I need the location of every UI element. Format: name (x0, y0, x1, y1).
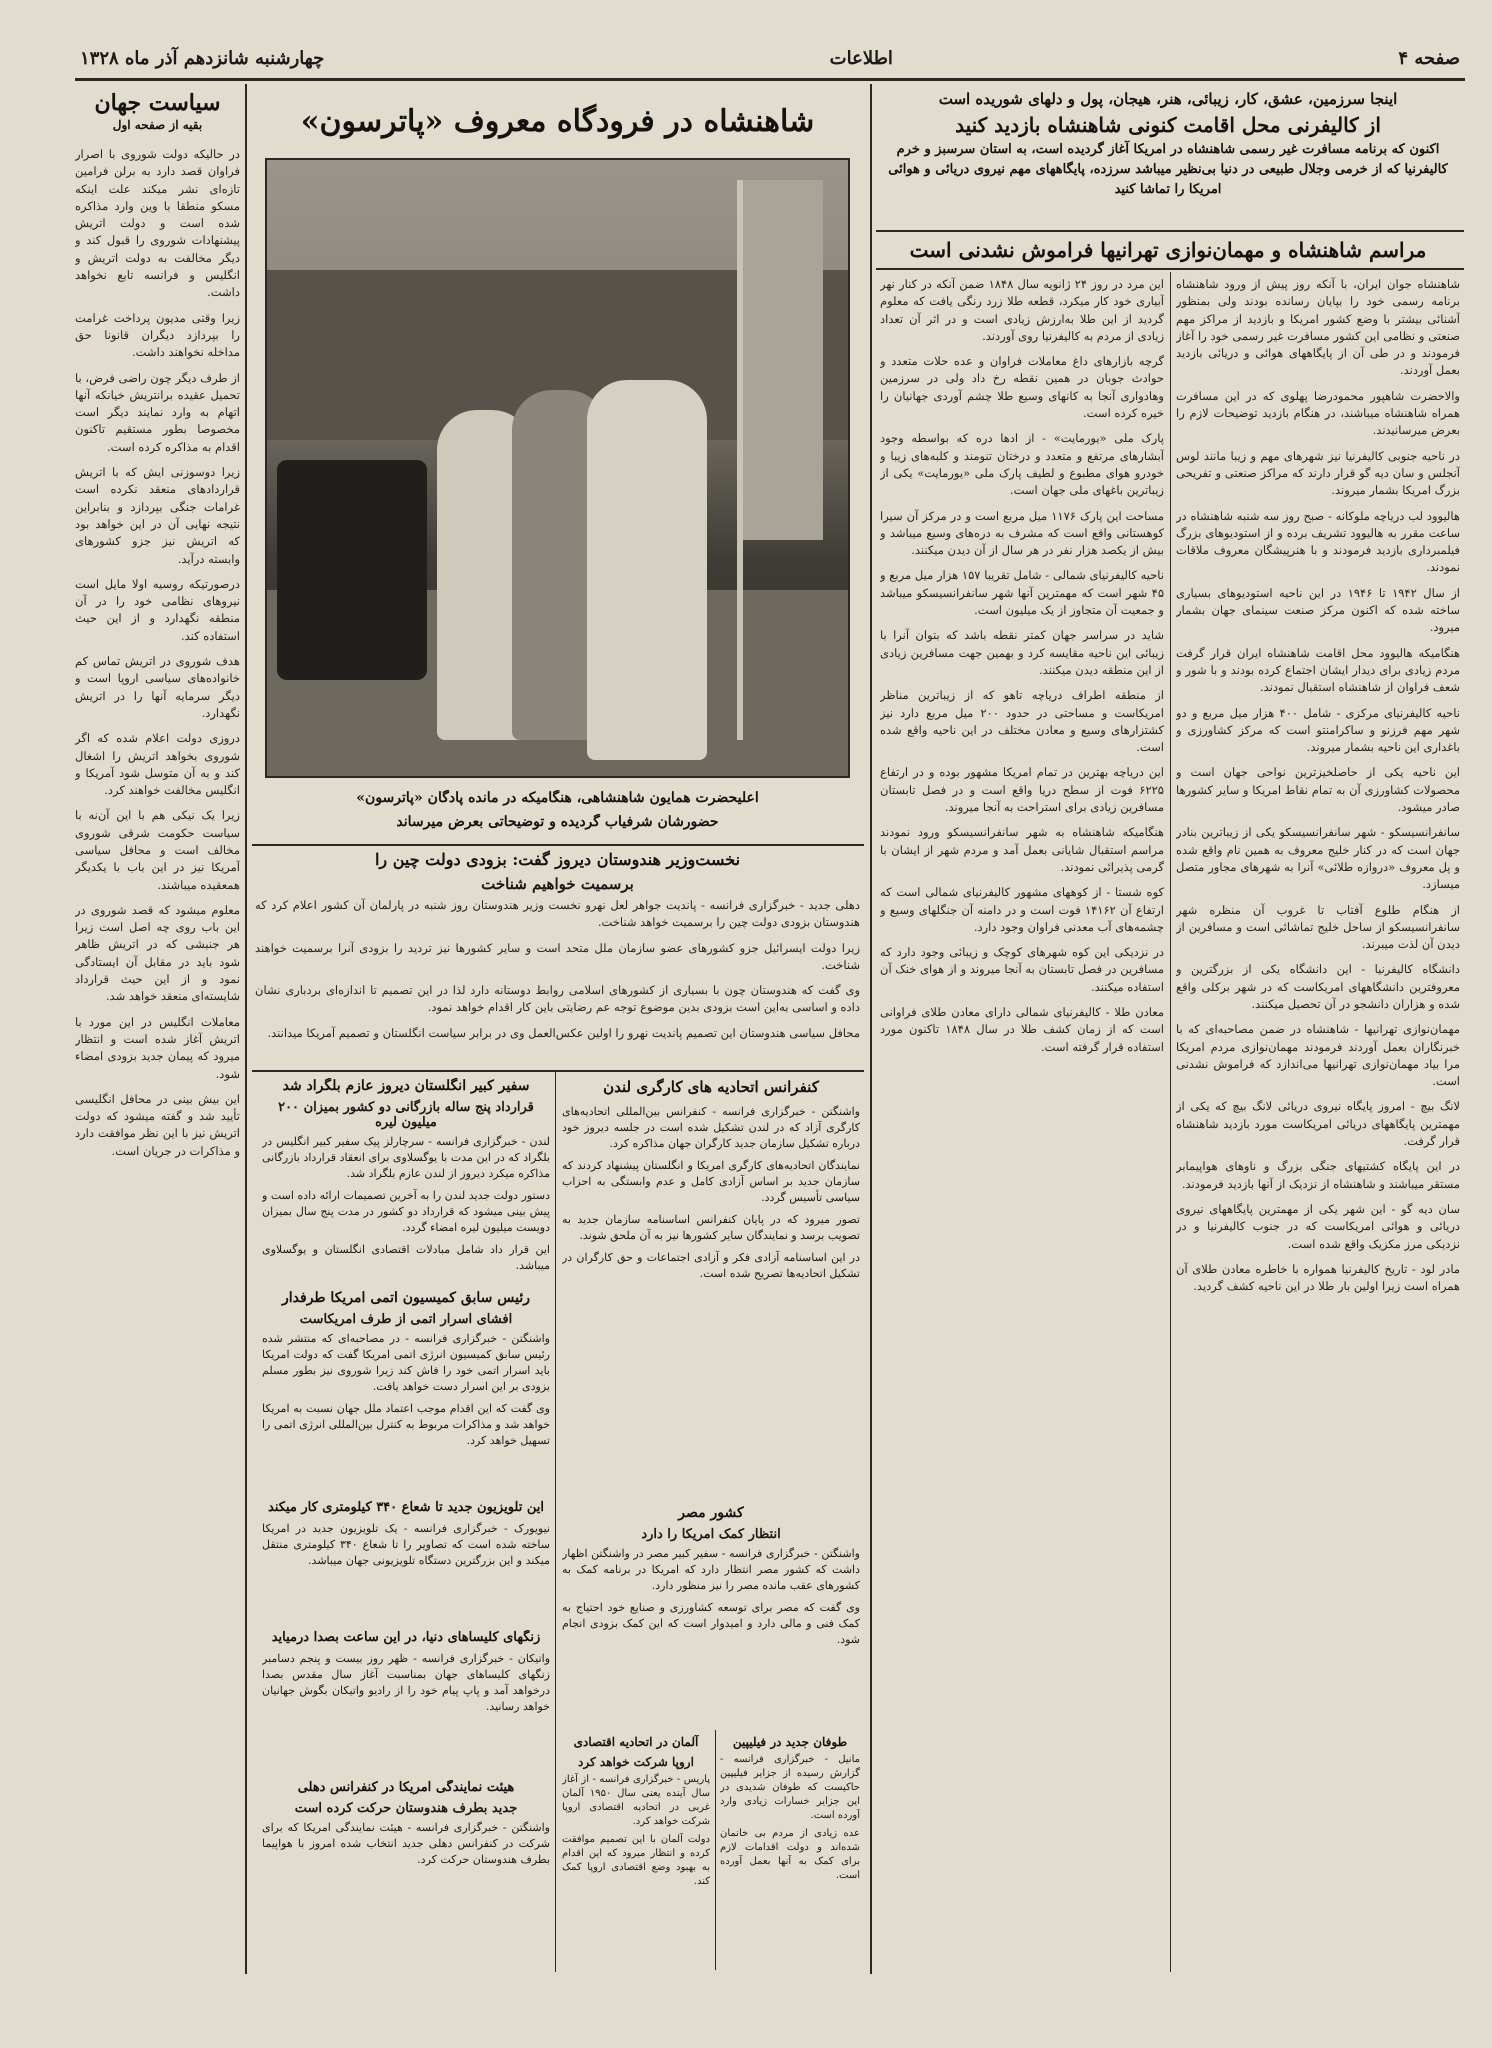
india-subheadline: برسمیت خواهیم شناخت (481, 875, 634, 893)
germany-headline: آلمان در اتحادیه اقتصادی (573, 1735, 699, 1749)
paragraph: زیرا وقتی مدیون پرداخت غرامت را بپردازد دیگران قانونا حق مداخله نخواهند داشت. (75, 310, 240, 360)
atomic-headline: رئیس سابق کمیسیون اتمی امریکا طرفدار (282, 1290, 530, 1306)
labor-story (562, 1078, 860, 1498)
paragraph: سانفرانسیسکو - شهر سانفرانسیسکو یکی از زیباترین بنادر جهان است که در کنار خلیج معروف به همین نام واقع شده و پل معروف «دروازه طلائی» آنرا به شهرهای مجاور متصل میسازد. (1176, 825, 1460, 892)
right-inner-rule (1170, 272, 1171, 1972)
masthead-rule (75, 78, 1465, 81)
california-deck: اکنون که برنامه مسافرت غیر رسمی شاهنشاه در امریکا آغاز گردیده است، به استان سرسبز و خرم کالیفرنیا که از خرمی وجلال طبیعی در دنیا بی‌نظیر میباشد سرزده، پایگاههای مهم نیروی دریائی و هوائی امریکا را تماشا کنید (888, 142, 1448, 197)
photo-rule (252, 844, 864, 846)
paragraph: در این پایگاه کشتیهای جنگی بزرگ و ناوهای هواپیمابر مستقر میباشند و شاهنشاه از نزدیک از آنها بازدید فرمودند. (1176, 1159, 1460, 1191)
world-politics-title: سیاست جهان (94, 90, 221, 116)
lower-middle-rule (555, 1072, 556, 1972)
california-column-right (1176, 276, 1460, 1970)
photo-caption-line2: حضورشان شرفیاب گردیده و توضیحاتی بعرض میرساند (396, 814, 719, 830)
paragraph: از هنگام طلوع آفتاب تا غروب آن منظره شهر سانفرانسیسکو از ساحل خلیج تماشائی است و مسافرین از دیدن آن لذت میبرند. (1176, 902, 1460, 952)
paragraph: این قرار داد شامل مبادلات اقتصادی انگلستان و یوگسلاوی میباشد. (262, 1243, 550, 1272)
page-number: صفحه ۴ (1398, 47, 1460, 69)
india-body (255, 897, 860, 1050)
paragraph: دولت آلمان با این تصمیم موافقت کرده و انتظار میرود که این اقدام به بهبود وضع اقتصادی اروپا کمک کند. (562, 1834, 710, 1887)
paragraph: ناحیه کالیفرنیای مرکزی - شامل ۴۰۰ هزار میل مربع و دو شهر مهم فرزنو و ساکرامنتو است که مرکز کشاورزی و باغداری این ناحیه بشمار میروند. (1176, 705, 1460, 755)
paragraph: این بیش بینی در محافل انگلیسی تأیید شد و گفته میشود که دولت اتریش نیز با این نظر موافقت دارد و مذاکرات در جریان است. (75, 1091, 240, 1158)
india-headline: نخست‌وزیر هندوستان دیروز گفت: بزودی دولت چین را (374, 850, 741, 869)
bells-story (262, 1630, 550, 1770)
paragraph: لانگ بیچ - امروز پایگاه نیروی دریائی لانگ بیچ که یکی از مهمترین پایگاههای دریائی امریکاست مورد بازدید شاهنشاه قرار گرفت. (1176, 1099, 1460, 1149)
california-headline-2: از کالیفرنی محل اقامت کنونی شاهنشاه بازدید کنید (955, 113, 1381, 137)
egypt-subheadline: انتظار کمک امریکا را دارد (641, 1527, 781, 1542)
paragraph: هنگامیکه شاهنشاه به شهر سانفرانسیسکو ورود نمودند مراسم استقبال شایانی بعمل آمد و مردم شهر از ایشان با گرمی پذیرائی نمودند. (880, 825, 1164, 874)
issue-date: چهارشنبه شانزدهم آذر ماه ۱۳۲۸ (80, 47, 325, 69)
germany-subheadline: اروپا شرکت خواهد کرد (578, 1755, 694, 1769)
news-photo (265, 158, 850, 778)
paragraph: لندن - خبرگزاری فرانسه - سرچارلز پیک سفیر کبیر انگلیس در بلگراد که در این مدت با یوگسلاوی برای انعقاد قرارداد بازرگانی مذاکره میکرد دیروز از لندن عازم بلگراد شد. (262, 1135, 550, 1180)
trade-story (262, 1078, 550, 1278)
paragraph: واشنگتن - خبرگزاری فرانسه - سفیر کبیر مصر در واشنگتن اظهار داشت که کشور مصر انتظار دارد که امریکا در برنامه کمک به کشورهای عقب مانده مصر را نیز منظور دارد. (562, 1547, 860, 1592)
delegation-subheadline: جدید بطرف هندوستان حرکت کرده است (294, 1801, 518, 1816)
paragraph: معادن طلا - کالیفرنیای شمالی دارای معادن طلای فراوانی است که از زمان کشف طلا در سال ۱۸۴۸ تاکنون مورد استفاده قرار گرفته است. (880, 1004, 1164, 1054)
paragraph: شاهنشاه جوان ایران، با آنکه روز پیش از ورود شاهنشاه برنامه رسمی خود را بپایان رسانده بودند ولی بمنظور آشنائی بیشتر با وضع کشور امریکا و بازدید از مراکز مهم صنعتی و نظامی این کشور مسافرت غیر رسمی خود را آغاز فرمودند و در طی آن از پایگاههای هوائی و دریائی بازدید بعمل آوردند. (1176, 277, 1460, 378)
paragraph: در این اساسنامه آزادی فکر و آزادی اجتماعات و حق کارگران در تشکیل اتحادیه‌ها تصریح شده است. (562, 1251, 860, 1280)
paragraph: این ناحیه یکی از حاصلخیزترین نواحی جهان است و محصولات کشاورزی آن به تمام نقاط امریکا و سایر کشورها صادر میشود. (1176, 765, 1460, 815)
paragraph: پارک ملی «یورمایت» - از ادها دره که بواسطه وجود آبشارهای مرتفع و متعدد و درختان تنومند و کلبه‌های زیبا و خودرو هوای مطبوع و لطیف پارک ملی «یورمایت» یکی از زیباترین باغهای ملی جهان است. (880, 431, 1164, 498)
germany-story (562, 1735, 710, 1970)
labor-headline: کنفرانس اتحادیه های کارگری لندن (603, 1078, 819, 1096)
paragraph: معاملات انگلیس در این مورد با اتریش آغاز شده است و انتظار میرود که پیمان جدید بزودی امضاء شود. (75, 1014, 240, 1081)
california-banner: مراسم شاهنشاه و مهمان‌نوازی تهرانیها فراموش نشدنی است (909, 238, 1427, 262)
california-headline-1: اینجا سرزمین، عشق، کار، زیبائی، هنر، هیجان، پول و دلهای شوریده است (938, 90, 1398, 108)
paragraph: این مرد در روز ۲۴ ژانویه سال ۱۸۴۸ ضمن آنکه در کنار نهر آبیاری خود کار میکرد، قطعه طلا زرد رنگی یافت که معلوم گردید از این طلا به‌ارزش زیادی است و در اثر آن تعداد زیادی از مردم به کالیفرنیا روی آوردند. (880, 277, 1164, 343)
philippines-story (720, 1735, 860, 1970)
paragraph: این دریاچه بهترین در تمام امریکا مشهور بوده و در ارتفاع ۶۲۲۵ فوت از سطح دریا واقع است و در فصل تابستان مسافرین زیادی برای استراحت به آنجا میروند. (880, 765, 1164, 815)
paragraph: در نزدیکی این کوه شهرهای کوچک و زیبائی وجود دارد که مسافرین در فصل تابستان به آنجا میروند و از هوای خنک آن استفاده میکنند. (880, 945, 1164, 994)
paragraph: کوه شستا - از کوههای مشهور کالیفرنیای شمالی است که ارتفاع آن ۱۴۱۶۲ فوت است و در دامنه آن جنگلهای وسیع و چشمه‌های آب معدنی فراوان وجود دارد. (880, 885, 1164, 934)
india-story (255, 850, 860, 1065)
california-headlines (878, 88, 1458, 228)
paragraph: مانیل - خبرگزاری فرانسه - گزارش رسیده از جزایر فیلیپین حاکیست که طوفان شدیدی در این جزایر خسارات زیادی وارد آورده است. (720, 1754, 860, 1821)
california-column-left (880, 276, 1164, 1970)
column-rule-left (245, 84, 247, 1974)
paragraph: تصور میرود که در پایان کنفرانس اساسنامه سازمان جدید به تصویب برسد و نمایندگان سایر کشورها نیز به آن ملحق شوند. (562, 1213, 860, 1242)
photo-headline: شاهنشاه در فرودگاه معروف «پاترسون» (300, 104, 815, 139)
banner-top-rule (876, 230, 1464, 232)
world-politics-column (75, 90, 240, 1970)
world-politics-subtitle: بقیه از صفحه اول (112, 118, 203, 132)
paragraph: وی گفت که این اقدام موجب اعتماد ملل جهان نسبت به امریکا خواهد شد و مذاکرات مربوط به کنترل بین‌المللی انرژی اتمی را تسهیل خواهد کرد. (262, 1402, 550, 1447)
paragraph: از منطقه اطراف دریاچه تاهو که از زیباترین مناظر امریکاست و مساحتی در حدود ۲۰۰ میل مربع دارد نیز کشتزارهای وسیع و معادن مختلف در این ناحیه واقع شده است. (880, 688, 1164, 755)
paragraph: از طرف دیگر چون راضی فرض، با تحمیل عقیده برانتریش خیانکه آنها اتهام به وارد نمایند دیگر است مخصوصا بطور مستقیم تاکنون اقدام به مذاکره کرده است. (75, 370, 240, 454)
paragraph: زیرا یک نیکی هم با این آن‌نه با سیاست حکومت شرقی شوروی مخالف است و محافل سیاسی آمریکا نیز در این باب با یکدیگر همعقیده میباشند. (75, 808, 240, 892)
delegation-story (262, 1780, 550, 1970)
paragraph: هدف شوروی در اتریش تماس کم خانواده‌های سیاسی اروپا است و دیگر سرمایه آنها را در اتریش نگهدارد. (75, 654, 240, 720)
paragraph: ناحیه کالیفرنیای شمالی - شامل تقریبا ۱۵۷ هزار میل مربع و ۴۵ شهر است که مهمترین آنها شهر سانفرانسیسکو میباشد و جمعیت آن متجاوز از یک میلیون است. (880, 568, 1164, 618)
paragraph: واتیکان - خبرگزاری فرانسه - ظهر روز بیست و پنجم دسامبر زنگهای کلیساهای جهان بمناسبت آغاز سال مقدس بصدا درخواهد آمد و پاپ پیام خود را از رادیو واتیکان بگوش جهانیان خواهد رسانید. (262, 1652, 550, 1713)
paragraph: در ناحیه جنوبی کالیفرنیا نیز شهرهای مهم و زیبا مانند لوس آنجلس و سان دیه گو قرار دارند که مراکز صنعتی و تفریحی بزرگ امریکا بشمار میروند. (1176, 448, 1460, 498)
lower-split-rule (715, 1730, 716, 1970)
paragraph: وی گفت که هندوستان چون با بسیاری از کشورهای اسلامی روابط دوستانه دارد لذا در این تصمیم تا اندازه‌ای بردباری نشان داده و اساسی به‌این است بزودی بدین موضوع توجه عم رضایتی باین کار اقدام خواهد نمود. (255, 983, 860, 1015)
photo-officer-right (587, 380, 707, 760)
philippines-headline: طوفان جدید در فیلیپین (732, 1735, 848, 1749)
paragraph: سان دیه گو - این شهر یکی از مهمترین پایگاههای نیروی دریائی و هوائی امریکاست که در جنوب کالیفرنیا و در نزدیکی مرز مکزیک واقع شده است. (1176, 1201, 1460, 1251)
paragraph: گرچه بازارهای داغ معاملات فراوان و عده حلات متعدد و حوادث جوبان در همین نقطه رخ داد ولی در سرزمین وهادواری آنجا به کانهای وسیع طلا چشم آوردی جهانیان را خیره کرده است. (880, 354, 1164, 421)
paragraph: دروزی دولت اعلام شده که اگر شوروی بخواهد اتریش را اشغال کند و به آن متوسل شود آمریکا و انگلیس مخالفت خواهند کرد. (75, 731, 240, 798)
paragraph: مهمان‌نوازی تهرانیها - شاهنشاه در ضمن مصاحبه‌ای که با خبرنگاران بعمل آوردند فرمودند مهمان‌نوازی مردم امریکا مرا بیاد مهمان‌نوازی تهرانیها می‌اندازد که فراموش نشدنی است. (1176, 1022, 1460, 1089)
paragraph: واشنگتن - خبرگزاری فرانسه - هیئت نمایندگی امریکا که برای شرکت در کنفرانس دهلی جدید انتخاب شده امروز با هواپیما بطرف هندوستان حرکت کرد. (262, 1821, 550, 1866)
newspaper-name: اطلاعات (829, 47, 893, 69)
paragraph: وی گفت که مصر برای توسعه کشاورزی و صنایع خود احتیاج به کمک فنی و مالی دارد و امیدوار است که این کمک بزودی انجام شود. (562, 1601, 860, 1646)
masthead (80, 44, 1460, 72)
tv-story (262, 1500, 550, 1620)
delegation-headline: هیئت نمایندگی امریکا در کنفرانس دهلی (297, 1780, 515, 1795)
paragraph: والاحضرت شاهپور محمودرضا پهلوی که در این مسافرت همراه شاهنشاه میباشند، در هنگام بازدید توضیحات لازم را بعرض میرسانیدند. (1176, 388, 1460, 438)
paragraph: هنگامیکه هالیوود محل اقامت شاهنشاه ایران قرار گرفت مردم زیادی برای دیدار ایشان اجتماع کرده بودند و با شور و شعف فراوان از شاهنشاه استقبال نمودند. (1176, 645, 1460, 695)
paragraph: نمایندگان اتحادیه‌های کارگری امریکا و انگلستان پیشنهاد کردند که سازمان جدید بر اساس آزادی کامل و عدم وابستگی به احزاب سیاسی تأسیس گردد. (562, 1159, 860, 1204)
atomic-subheadline: افشای اسرار اتمی از طرف امریکاست (299, 1312, 513, 1327)
paragraph: عده زیادی از مردم بی خانمان شده‌اند و دولت اقدامات لازم برای کمک به آنها بعمل آورده است. (720, 1828, 860, 1881)
tv-headline: این تلویزیون جدید تا شعاع ۳۴۰ کیلومتری کار میکند (268, 1500, 544, 1515)
paragraph: درصورتیکه روسیه اولا مایل است نیروهای نظامی خود را در آن منطقه نگهدارد و از این حیث استفاده کند. (75, 576, 240, 643)
paragraph: مادر لود - تاریخ کالیفرنیا همواره با خاطره معادن طلای آن همراه است زیرا اولین بار طلا در این ناحیه کشف گردید. (1176, 1261, 1460, 1294)
paragraph: محافل سیاسی هندوستان این تصمیم پاندیت نهرو را اولین عکس‌العمل وی در برابر سیاست انگلستان و تصمیم آمریکا میدانند. (267, 1025, 860, 1040)
paragraph: در حالیکه دولت شوروی با اصرار فراوان قصد دارد به برلن فرامین تازه‌ای نشر میکند علت اینکه مسکو منطقا با وین وارد مذاکره شده است و دولت اتریش پیشنهادات شوروی را قبول کند و دیگر مخالفت به دولت اتریش و انگلیس و فرانسه تابع نخواهد داشت. (75, 147, 240, 300)
trade-headline: سفیر کبیر انگلستان دیروز عازم بلگراد شد (282, 1078, 530, 1094)
column-rule-right (870, 84, 872, 1974)
paragraph: دهلی جدید - خبرگزاری فرانسه - پاندیت جواهر لعل نهرو نخست وزیر هندوستان روز شنبه در پارلمان آن کشور اعلام کرد که هندوستان بزودی دولت چین را برسمیت خواهد شناخت. (255, 898, 860, 930)
atomic-story (262, 1290, 550, 1490)
paragraph: معلوم میشود که قصد شوروی در این باب روی چه اصل است زیرا هر جنبشی که در اتریش ظاهر شود باید در مقابل آن ایستادگی نمود و از این حیث قرارداد شایسته‌ای منعقد خواهد شد. (75, 902, 240, 1004)
egypt-story (562, 1505, 860, 1725)
photo-flag (743, 180, 823, 540)
paragraph: دستور دولت جدید لندن را به آخرین تصمیمات ارائه داده است و پیش بینی میشود که قرارداد دو کشور در مدت پنج سال بمیزان دویست میلیون لیره امضاء گردد. (262, 1189, 550, 1234)
photo-caption-line1: اعلیحضرت همایون شاهنشاهی، هنگامیکه در مانده پادگان «پاترسون» (356, 790, 759, 806)
trade-subheadline: قرارداد پنج ساله بازرگانی دو کشور بمیزان ۲۰۰ میلیون لیره (278, 1100, 534, 1130)
paragraph: زیرا دولت ایسرائیل جزو کشورهای عضو سازمان ملل متحد است و سایر کشورها نیز تردید را بزودی آنرا برسمیت خواهند شناخت. (255, 940, 860, 972)
paragraph: واشنگتن - خبرگزاری فرانسه - در مصاحبه‌ای که منتشر شده رئیس سابق کمیسیون انرژی اتمی امریکا گفت که دولت امریکا باید اسرار اتمی خود را فاش کند زیرا شوروی نیز بطور مسلم بزودی بر این اسرار دست خواهد یافت. (262, 1332, 550, 1393)
paragraph: شاید در سراسر جهان کمتر نقطه باشد که بتوان آنرا با زیبائی این ناحیه مقایسه کرد و بهمین جهت مسافرین زیادی از این منطقه دیدن میکنند. (880, 628, 1164, 677)
banner-bottom-rule (876, 268, 1464, 270)
india-rule (252, 1070, 864, 1072)
paragraph: پاریس - خبرگزاری فرانسه - از آغاز سال آینده یعنی سال ۱۹۵۰ آلمان غربی در اتحادیه اقتصادی اروپا شرکت خواهد کرد. (562, 1774, 710, 1827)
paragraph: دانشگاه کالیفرنیا - این دانشگاه یکی از بزرگترین و معروفترین دانشگاههای امریکاست که در شهر برکلی واقع شده و هزاران دانشجو در آن تحصیل میکنند. (1176, 962, 1460, 1011)
bells-headline: زنگهای کلیساهای دنیا، در این ساعت بصدا درمیاید (271, 1630, 541, 1645)
paragraph: هالیوود لب دریاچه ملوکانه - صبح روز سه شنبه شاهنشاه در ساعت مقرر به هالیوود تشریف برده و از استودیوهای بزرگ فیلمبرداری بازدید فرمودند و با هنرپیشگان معروف ملاقات نمودند. (1176, 508, 1460, 575)
photo-car (277, 460, 427, 680)
egypt-headline: کشور مصر (678, 1505, 744, 1521)
paragraph: نیویورک - خبرگزاری فرانسه - یک تلویزیون جدید در امریکا ساخته شده است که تصاویر را تا شعاع ۳۴۰ کیلومتری منتقل میکند و این بزرگترین دستگاه تلویزیونی جهان میباشد. (262, 1522, 550, 1567)
paragraph: واشنگتن - خبرگزاری فرانسه - کنفرانس بین‌المللی اتحادیه‌های کارگری آزاد که در لندن تشکیل شده است در جلسه دیروز خود درباره تشکیل سازمان جدید کارگران جهان مذاکره کرد. (562, 1105, 860, 1150)
paragraph: مساحت این پارک ۱۱۷۶ میل مربع است و در مرکز آن سیرا کوهستانی واقع است که مشرف به دره‌های وسیع میباشد و بیش از یکصد هزار نفر در هر سال از آن دیدن میکنند. (880, 508, 1164, 558)
paragraph: از سال ۱۹۴۲ تا ۱۹۴۶ در این ناحیه استودیوهای بسیاری ساخته شده که اکنون مرکز صنعت سینمای جهان بشمار میرود. (1176, 585, 1460, 635)
paragraph: زیرا دوسوزنی ایش که با اتریش قراردادهای منعقد نکرده است غرامات جنگی بپردازد و بنابراین نتیجه نهایی آن در این خواهد بود که اتریش نیز جزو کشورهای وابسته درآید. (75, 465, 240, 566)
